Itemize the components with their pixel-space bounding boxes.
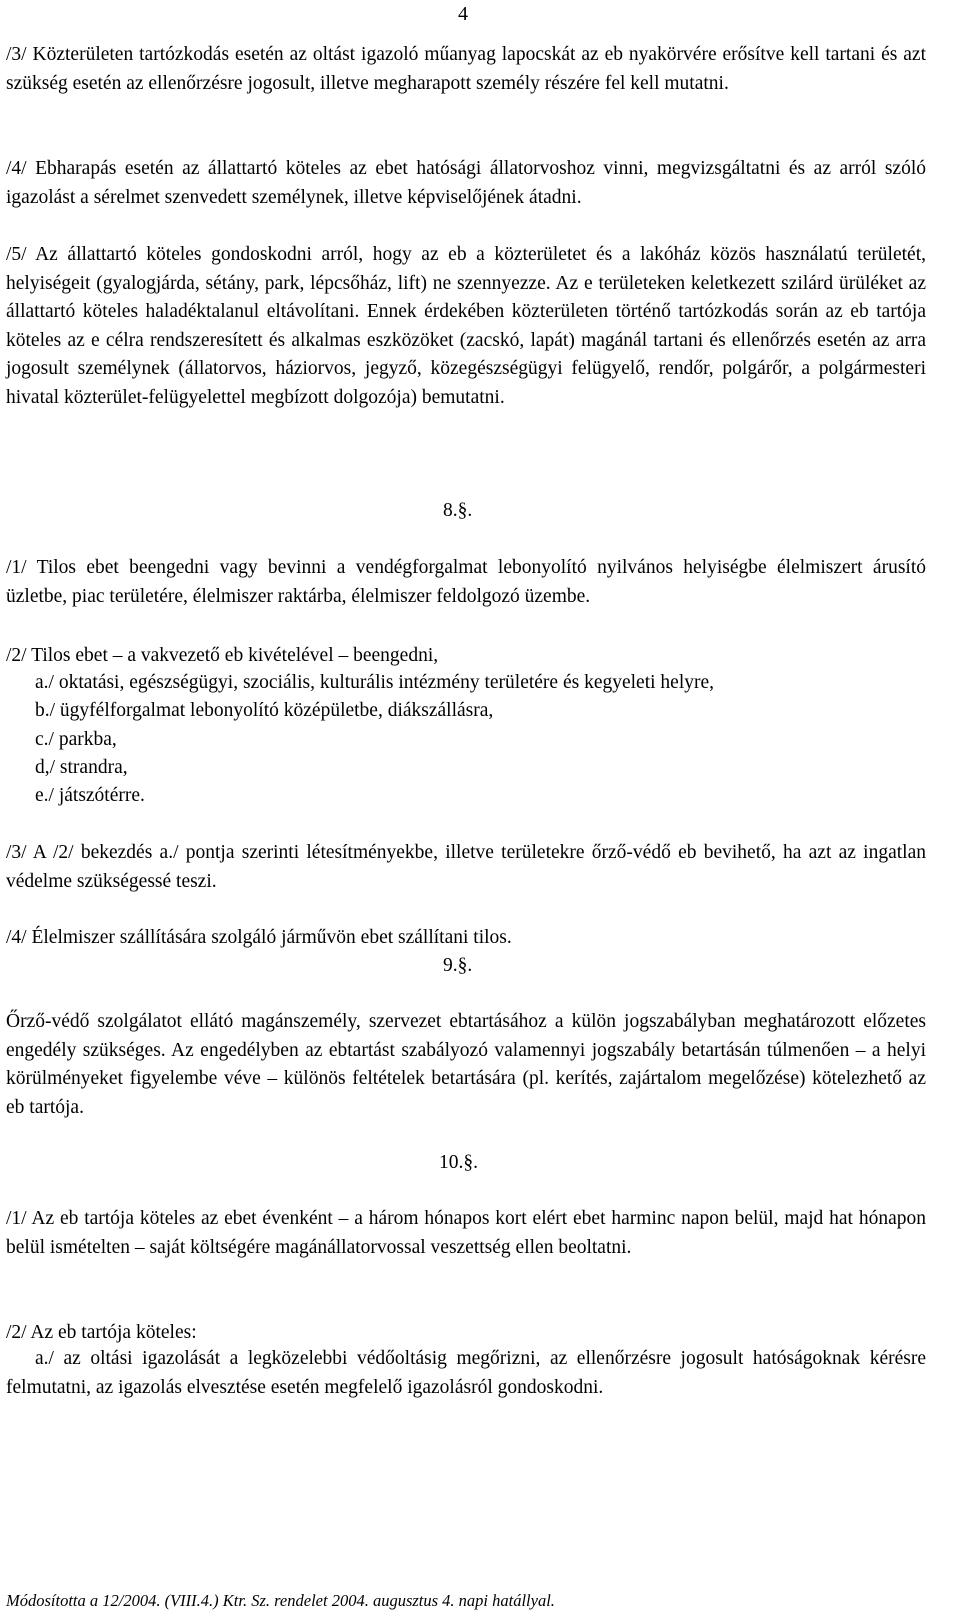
page-number: 4 [458,3,468,25]
section8-paragraph-2-intro: /2/ Tilos ebet – a vakvezető eb kivételével – beengedni, [6,645,439,666]
section8-list-item-e: e./ játszótérre. [35,785,145,806]
section9-heading: 9.§. [443,955,473,976]
section8-paragraph-4: /4/ Élelmiszer szállítására szolgáló járművön ebet szállítani tilos. [6,927,512,948]
section8-list-item-a: a./ oktatási, egészségügyi, szociális, kulturális intézmény területére és kegyeleti helyre, [35,672,715,693]
section7-paragraph-4: /4/ Ebharapás esetén az állattartó köteles az ebet hatósági állatorvoshoz vinni, megvizsgáltatni és az arról szóló igazolást a sérelmet szenvedett személynek, illetve képviselőjének átadni. [6,158,926,208]
section8-list-item-c: c./ parkba, [35,729,117,750]
section8-paragraph-1: /1/ Tilos ebet beengedni vagy bevinni a vendégforgalmat lebonyolító nyilvános helyiségbe élelmiszert árusító üzletbe, piac területére, élelmiszer raktárba, élelmiszer feldolgozó üzembe. [6,557,926,607]
section8-heading: 8.§. [443,500,473,521]
section10-paragraph-2-intro: /2/ Az eb tartója köteles: [6,1322,197,1343]
section8-paragraph-3: /3/ A /2/ bekezdés a./ pontja szerinti létesítményekbe, illetve területekre őrző-védő eb bevihető, ha azt az ingatlan védelme szükségessé teszi. [6,842,926,892]
footer-note: Módosította a 12/2004. (VIII.4.) Ktr. Sz. rendelet 2004. augusztus 4. napi hatállyal. [6,1591,555,1610]
section7-paragraph-5: /5/ Az állattartó köteles gondoskodni arról, hogy az eb a közterületet és a lakóház közös használatú területét, helyiségeit (gyalogjárda, sétány, park, lépcsőház, lift) ne szennyezze. Az e területeken keletkezett szilárd ürüléket az állattartó köteles haladéktalanul eltávolítani. Ennek érdekében közterületen történő tartózkodás során az eb tartója köteles az e célra rendszeresített és alkalmas eszközöket (zacskó, lapát) magánál tartani és ellenőrzés esetén az arra jogosult személynek (állatorvos, háziorvos, jegyző, közegészségügyi felügyelő, rendőr, polgárőr, a polgármesteri hivatal közterület-felügyelettel megbízott dolgozója) bemutatni. [6,244,926,408]
section10-paragraph-2-a: a./ az oltási igazolását a legközelebbi védőoltásig megőrizni, az ellenőrzésre jogosult hatóságoknak kérésre felmutatni, az igazolás elvesztése esetén megfelelő igazolásról gondoskodni. [6,1348,926,1398]
section10-paragraph-1: /1/ Az eb tartója köteles az ebet évenként – a három hónapos kort elért ebet harminc napon belül, majd hat hónapon belül ismételten – saját költségére magánállatorvossal veszettség ellen beoltatni. [6,1208,926,1258]
section10-heading: 10.§. [439,1152,478,1173]
section9-paragraph-1: Őrző-védő szolgálatot ellátó magánszemély, szervezet ebtartásához a külön jogszabályban meghatározott előzetes engedély szükséges. Az engedélyben az ebtartást szabályozó valamennyi jogszabály betartásán túlmenően – a helyi körülményeket figyelembe véve – különös feltételek betartására (pl. kerítés, zajártalom megelőzése) kötelezhető az eb tartója. [6,1011,926,1118]
section8-list-item-d: d,/ strandra, [35,757,128,778]
section8-list-item-b: b./ ügyfélforgalmat lebonyolító középületbe, diákszállásra, [35,700,494,721]
section7-paragraph-3: /3/ Közterületen tartózkodás esetén az oltást igazoló műanyag lapocskát az eb nyakörvére erősítve kell tartani és azt szükség esetén az ellenőrzésre jogosult, illetve megharapott személy részére fel kell mutatni. [6,44,926,94]
